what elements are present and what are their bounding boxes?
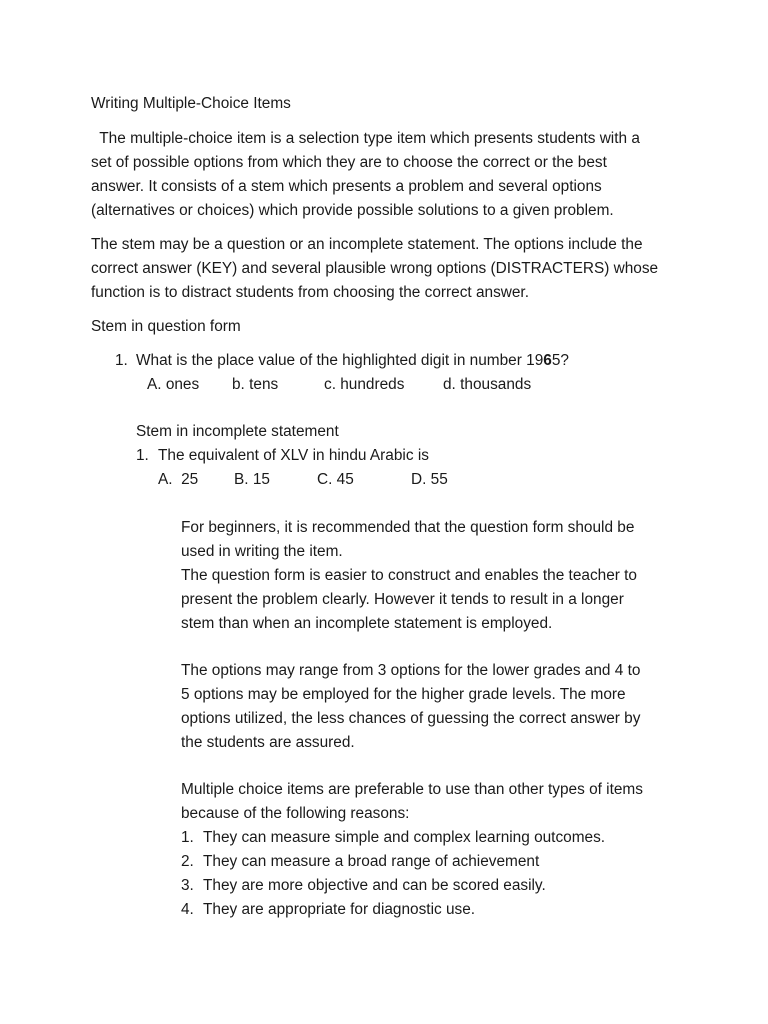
- intro-line-2: set of possible options from which they are to choose the correct or the best: [91, 154, 607, 171]
- question-option-a: A. ones: [147, 376, 200, 393]
- reason-text: They are more objective and can be scored easily.: [203, 877, 546, 894]
- reason-text: They can measure simple and complex learning outcomes.: [203, 829, 606, 846]
- beginners-line-3: The question form is easier to construct and enables the teacher to: [181, 567, 637, 584]
- options-para-line-3: options utilized, the less chances of guessing the correct answer by: [181, 710, 641, 727]
- incomplete-statement-heading: Stem in incomplete statement: [136, 423, 339, 440]
- incomplete-option-a: A. 25: [158, 471, 199, 488]
- stem-text-after: 5?: [551, 352, 569, 369]
- intro-line-3: answer. It consists of a stem which presents a problem and several options: [91, 178, 602, 195]
- beginners-line-2: used in writing the item.: [181, 543, 343, 560]
- question-form-heading: Stem in question form: [91, 318, 241, 335]
- highlighted-digit: 6: [543, 352, 552, 369]
- stem-para-line-1: The stem may be a question or an incomplete statement. The options include the: [91, 236, 643, 253]
- options-para-line-1: The options may range from 3 options for the lower grades and 4 to: [181, 662, 641, 679]
- document-title: Writing Multiple-Choice Items: [91, 95, 291, 112]
- incomplete-option-b: B. 15: [234, 471, 270, 488]
- question-option-b: b. tens: [232, 376, 279, 393]
- question-option-c: c. hundreds: [324, 376, 405, 393]
- beginners-line-5: stem than when an incomplete statement is employed.: [181, 615, 553, 632]
- question-form-stem: [136, 349, 569, 373]
- options-para-line-2: 5 options may be employed for the higher grade levels. The more: [181, 686, 626, 703]
- beginners-line-1: For beginners, it is recommended that the question form should be: [181, 519, 635, 536]
- reason-number: 2.: [181, 853, 194, 870]
- reasons-intro-line-1: Multiple choice items are preferable to use than other types of items: [181, 781, 643, 798]
- incomplete-option-c: C. 45: [317, 471, 354, 488]
- reasons-intro-line-2: because of the following reasons:: [181, 805, 410, 822]
- intro-line-4: (alternatives or choices) which provide possible solutions to a given problem.: [91, 202, 614, 219]
- incomplete-option-d: D. 55: [411, 471, 448, 488]
- options-para-line-4: the students are assured.: [181, 734, 355, 751]
- reason-number: 1.: [181, 829, 194, 846]
- question-form-item-number: 1.: [115, 352, 128, 369]
- beginners-line-4: present the problem clearly. However it tends to result in a longer: [181, 591, 624, 608]
- stem-para-line-2: correct answer (KEY) and several plausible wrong options (DISTRACTERS) whose: [91, 260, 659, 277]
- reason-number: 3.: [181, 877, 194, 894]
- incomplete-stem: The equivalent of XLV in hindu Arabic is: [158, 447, 429, 464]
- reason-number: 4.: [181, 901, 194, 918]
- incomplete-item-number: 1.: [136, 447, 149, 464]
- intro-line-1: The multiple-choice item is a selection type item which presents students with a: [91, 130, 640, 147]
- stem-para-line-3: function is to distract students from choosing the correct answer.: [91, 284, 529, 301]
- reason-text: They are appropriate for diagnostic use.: [203, 901, 476, 918]
- question-option-d: d. thousands: [443, 376, 532, 393]
- reason-text: They can measure a broad range of achievement: [203, 853, 540, 870]
- stem-text-before: What is the place value of the highlighted digit in number 19: [136, 352, 544, 369]
